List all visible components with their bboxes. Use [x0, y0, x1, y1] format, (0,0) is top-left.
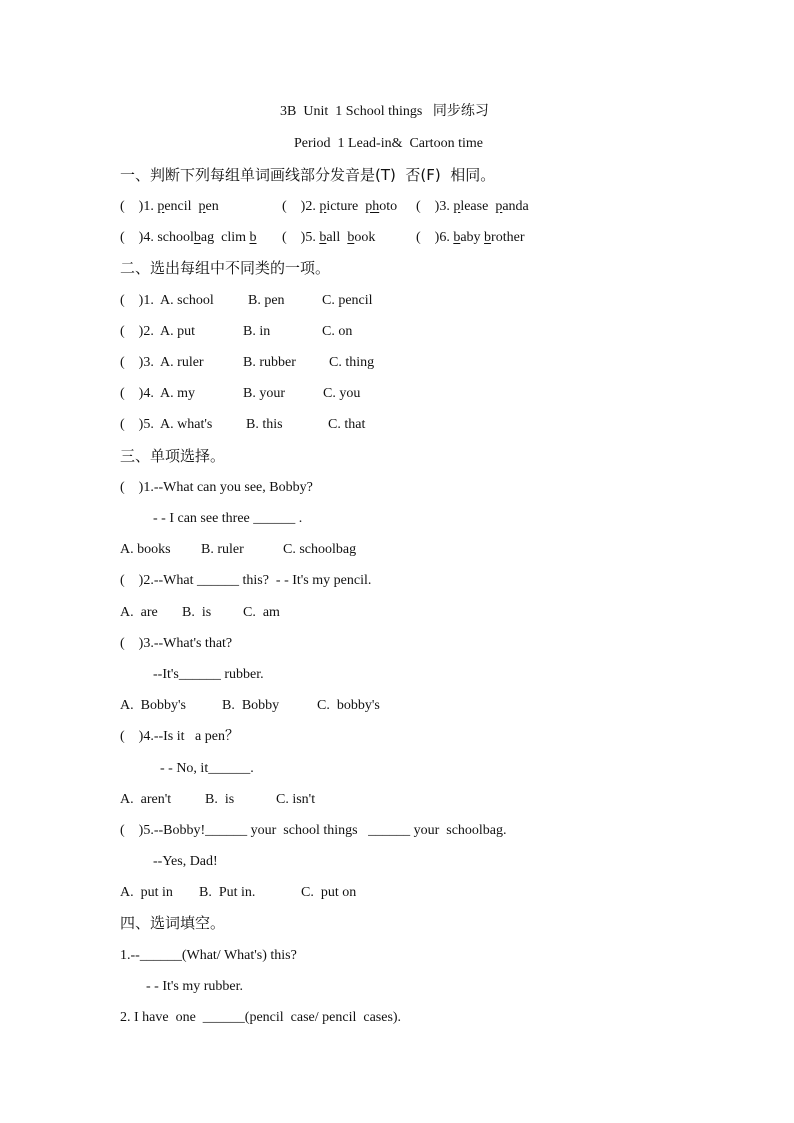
section-2-heading: 二、选出每组中不同类的一项。	[120, 259, 331, 277]
s4-q1-answer: - - It's my rubber.	[146, 979, 244, 994]
s3-q3-answer: --It's______ rubber.	[153, 667, 264, 682]
s3-q5: ( )5.--Bobby!______ your school things ______ your schoolbag.	[120, 823, 507, 838]
s3-q3: ( )3.--What's that?	[120, 636, 233, 651]
page-subtitle: Period 1 Lead-in& Cartoon time	[294, 136, 483, 151]
s3-q4-answer: - - No, it______.	[160, 761, 254, 776]
s3-q1: ( )1.--What can you see, Bobby?	[120, 480, 313, 495]
s3-q5-answer: --Yes, Dad!	[153, 854, 218, 869]
s1-item-5: ( )5. ball book	[282, 230, 376, 245]
s4-q1: 1.--______(What/ What's) this?	[120, 948, 297, 963]
s1-item-3: ( )3. please panda	[416, 199, 529, 214]
s3-q1-answer: - - I can see three ______ .	[153, 511, 303, 526]
s3-q2: ( )2.--What ______ this? - - It's my pencil.	[120, 573, 372, 588]
page-title: 3B Unit 1 School things 同步练习	[280, 104, 489, 119]
s4-q2: 2. I have one ______(pencil case/ pencil cases).	[120, 1010, 402, 1025]
section-1-heading: 一、判断下列每组单词画线部分发音是(T) 否(F) 相同。	[120, 166, 496, 184]
s1-item-4: ( )4. schoolbag clim b	[120, 230, 257, 245]
section-4-heading: 四、选词填空。	[120, 914, 226, 932]
s1-item-2: ( )2. picture photo	[282, 199, 398, 214]
s3-q4: ( )4.--Is it a pen？	[120, 729, 239, 744]
s1-item-1: ( )1. pencil pen	[120, 199, 219, 214]
s1-item-6: ( )6. baby brother	[416, 230, 525, 245]
section-3-heading: 三、单项选择。	[120, 447, 226, 465]
